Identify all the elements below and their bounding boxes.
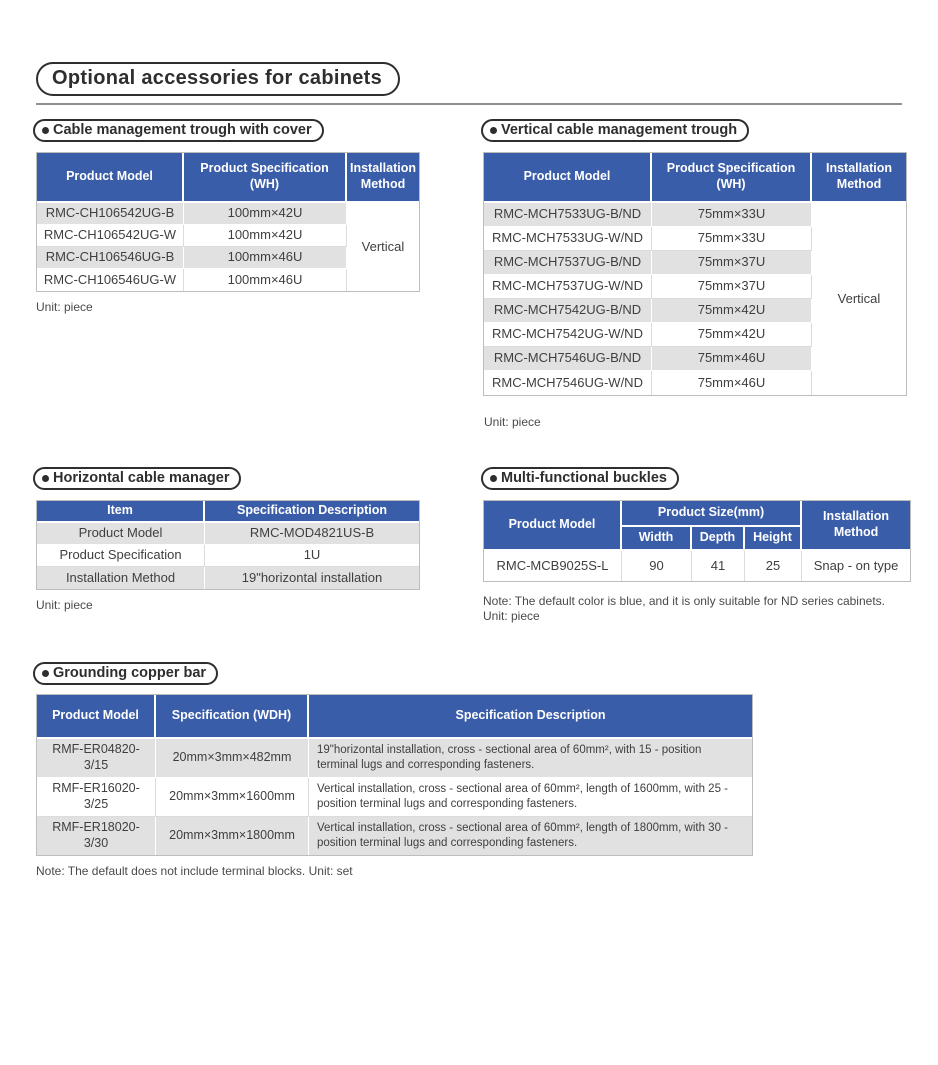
value-cell: RMC-MOD4821US-B	[205, 523, 419, 545]
vertical-trough-table	[483, 152, 907, 396]
table-row	[37, 817, 752, 855]
spec-cell: 75mm×42U	[652, 299, 812, 323]
column-header: Height	[745, 527, 802, 551]
description-cell: 19"horizontal installation, cross - sectional area of 60mm², with 15 - position terminal lugs and corresponding fasteners.	[309, 739, 752, 778]
grounding-bar-table	[36, 694, 753, 856]
column-header: Depth	[692, 527, 745, 551]
section-heading-label: Multi-functional buckles	[501, 470, 667, 486]
product-model-cell: RMF-ER16020-3/25	[37, 778, 156, 817]
column-header: Product Model	[37, 153, 184, 203]
column-header: Installation Method	[812, 153, 906, 203]
bullet-icon	[490, 475, 497, 482]
table-row	[37, 778, 752, 817]
section-heading-label: Grounding copper bar	[53, 665, 207, 681]
column-header: Width	[622, 527, 692, 551]
cable-trough-table	[36, 152, 420, 292]
bullet-icon	[42, 670, 49, 677]
table-header-row	[37, 695, 752, 739]
column-header: Product Specification (WH)	[652, 153, 812, 203]
section-heading-label: Vertical cable management trough	[501, 122, 738, 138]
installation-method-cell: Vertical	[812, 203, 906, 395]
unit-note: Unit: piece	[36, 300, 93, 314]
value-cell: 1U	[205, 545, 419, 567]
column-header: Specification Description	[205, 501, 419, 523]
column-header: Specification (WDH)	[156, 695, 309, 739]
bullet-icon	[490, 127, 497, 134]
width-cell: 90	[622, 551, 692, 581]
column-header-group: Product Size(mm)	[622, 501, 802, 527]
table-row	[37, 523, 419, 545]
installation-method-cell: Vertical	[347, 203, 419, 291]
title-divider	[36, 103, 902, 105]
unit-note: Unit: piece	[483, 609, 540, 623]
product-model-cell: RMC-MCH7542UG-B/ND	[484, 299, 652, 323]
table-header-row	[484, 153, 906, 203]
table-header-row	[484, 501, 910, 527]
product-model-cell: RMC-MCH7537UG-W/ND	[484, 275, 652, 299]
product-model-cell: RMC-MCH7533UG-W/ND	[484, 227, 652, 251]
value-cell: 19"horizontal installation	[205, 567, 419, 589]
section-heading-label: Cable management trough with cover	[53, 122, 312, 138]
spec-cell: 100mm×46U	[184, 247, 347, 269]
section-heading-label: Horizontal cable manager	[53, 470, 230, 486]
column-header: Product Model	[484, 501, 622, 551]
spec-cell: 20mm×3mm×482mm	[156, 739, 309, 778]
table-note: Note: The default does not include terminal blocks. Unit: set	[36, 864, 353, 878]
spec-cell: 100mm×46U	[184, 269, 347, 291]
table-header-row	[37, 501, 419, 523]
product-model-cell: RMC-MCB9025S-L	[484, 551, 622, 581]
section-heading-vertical-trough	[481, 119, 749, 142]
product-model-cell: RMC-CH106546UG-W	[37, 269, 184, 291]
table-row	[484, 551, 910, 581]
product-model-cell: RMC-MCH7546UG-W/ND	[484, 371, 652, 395]
spec-cell: 75mm×46U	[652, 371, 812, 395]
height-cell: 25	[745, 551, 802, 581]
table-row	[37, 545, 419, 567]
column-header: Product Model	[484, 153, 652, 203]
product-model-cell: RMF-ER04820-3/15	[37, 739, 156, 778]
bullet-icon	[42, 475, 49, 482]
section-heading-grounding-bar	[33, 662, 218, 685]
table-header-row	[37, 153, 419, 203]
spec-cell: 75mm×42U	[652, 323, 812, 347]
product-model-cell: RMC-MCH7537UG-B/ND	[484, 251, 652, 275]
spec-cell: 20mm×3mm×1600mm	[156, 778, 309, 817]
column-header: Installation Method	[347, 153, 419, 203]
item-cell: Product Specification	[37, 545, 205, 567]
depth-cell: 41	[692, 551, 745, 581]
product-model-cell: RMC-MCH7533UG-B/ND	[484, 203, 652, 227]
product-model-cell: RMC-MCH7542UG-W/ND	[484, 323, 652, 347]
table-row	[37, 739, 752, 778]
item-cell: Product Model	[37, 523, 205, 545]
product-model-cell: RMF-ER18020-3/30	[37, 817, 156, 855]
unit-note: Unit: piece	[36, 598, 93, 612]
section-heading-horizontal-manager	[33, 467, 241, 490]
spec-cell: 75mm×33U	[652, 203, 812, 227]
spec-cell: 100mm×42U	[184, 225, 347, 247]
column-header: Installation Method	[802, 501, 910, 551]
table-note: Note: The default color is blue, and it is only suitable for ND series cabinets.	[483, 594, 885, 608]
item-cell: Installation Method	[37, 567, 205, 589]
installation-method-cell: Snap - on type	[802, 551, 910, 581]
product-model-cell: RMC-CH106546UG-B	[37, 247, 184, 269]
unit-note: Unit: piece	[484, 415, 541, 429]
page-title: Optional accessories for cabinets	[36, 62, 400, 96]
product-model-cell: RMC-MCH7546UG-B/ND	[484, 347, 652, 371]
column-header: Specification Description	[309, 695, 752, 739]
table-row	[37, 203, 419, 225]
spec-cell: 75mm×46U	[652, 347, 812, 371]
description-cell: Vertical installation, cross - sectional area of 60mm², length of 1600mm, with 25 - position terminal lugs and corresponding fasteners.	[309, 778, 752, 817]
product-model-cell: RMC-CH106542UG-W	[37, 225, 184, 247]
spec-cell: 75mm×37U	[652, 275, 812, 299]
horizontal-manager-table	[36, 500, 420, 590]
column-header: Item	[37, 501, 205, 523]
section-heading-cable-trough	[33, 119, 324, 142]
column-header: Product Specification (WH)	[184, 153, 347, 203]
table-row	[37, 567, 419, 589]
spec-cell: 75mm×33U	[652, 227, 812, 251]
section-heading-buckles	[481, 467, 679, 490]
column-header: Product Model	[37, 695, 156, 739]
spec-cell: 75mm×37U	[652, 251, 812, 275]
spec-cell: 100mm×42U	[184, 203, 347, 225]
buckles-table	[483, 500, 911, 582]
bullet-icon	[42, 127, 49, 134]
product-model-cell: RMC-CH106542UG-B	[37, 203, 184, 225]
description-cell: Vertical installation, cross - sectional area of 60mm², length of 1800mm, with 30 - position terminal lugs and corresponding fasteners.	[309, 817, 752, 855]
spec-cell: 20mm×3mm×1800mm	[156, 817, 309, 855]
table-row	[484, 203, 906, 227]
